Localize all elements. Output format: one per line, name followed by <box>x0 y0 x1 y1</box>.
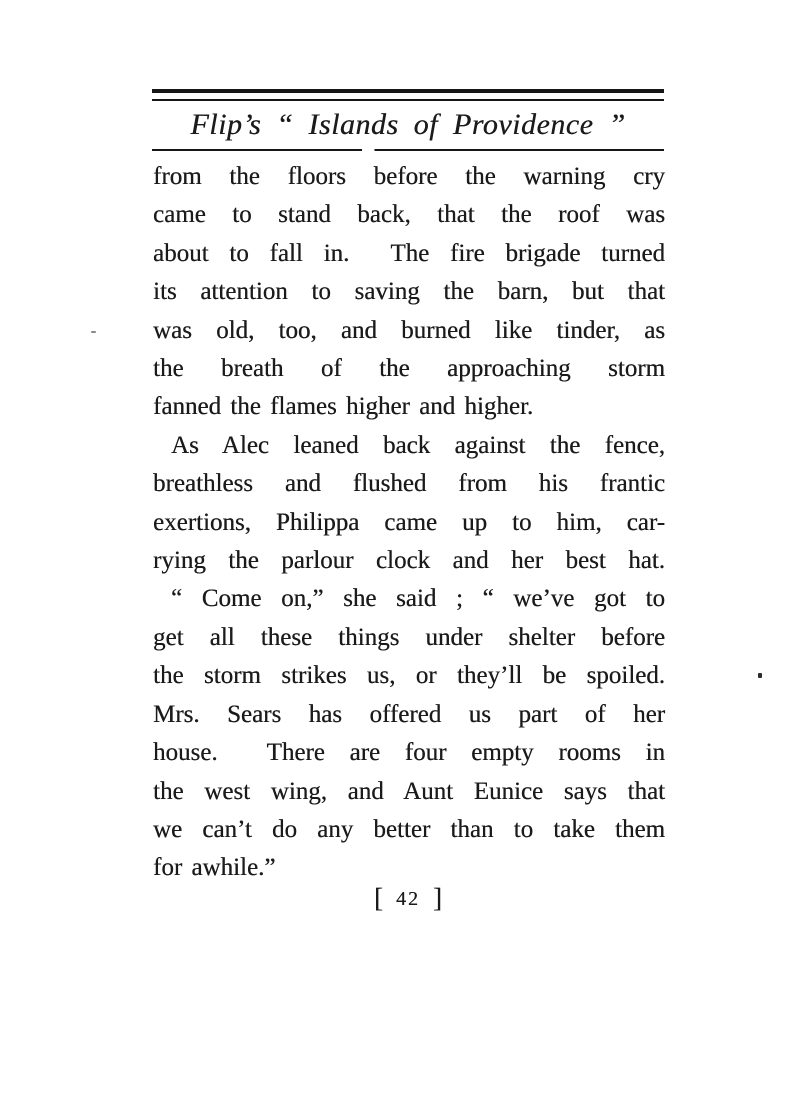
text-line: for awhile.” <box>153 854 276 882</box>
scan-speck <box>758 673 762 678</box>
text-line: rying the parlour clock and her best hat. <box>153 547 665 575</box>
text-line: get all these things under shelter before <box>153 623 665 651</box>
text-line: from the floors before the warning cry <box>153 163 665 190</box>
header-double-rule-thick <box>152 89 664 93</box>
folio-open-bracket: [ <box>374 883 383 913</box>
header-double-rule-thin <box>152 99 664 101</box>
text-line: Mrs. Sears has offered us part of her <box>153 700 665 728</box>
text-line: the storm strikes us, or they’ll be spoiled. <box>153 662 665 690</box>
text-line: was old, too, and burned like tinder, as <box>153 316 665 344</box>
text-line: we can’t do any better than to take them <box>153 815 665 843</box>
folio-number: 42 <box>396 888 420 910</box>
page-body-text <box>153 158 665 888</box>
text-line: house. There are four empty rooms in <box>153 739 665 767</box>
text-line: “ Come on,” she said ; “ we’ve got to <box>171 585 665 613</box>
text-line: the breath of the approaching storm <box>153 355 665 383</box>
page-number <box>152 883 664 914</box>
scan-speck <box>91 331 96 333</box>
text-line: about to fall in. The fire brigade turned <box>153 239 665 267</box>
text-line: its attention to saving the barn, but that <box>153 278 665 306</box>
folio-close-bracket: ] <box>433 883 442 913</box>
text-line: exertions, Philippa came up to him, car- <box>153 508 665 536</box>
text-line: came to stand back, that the roof was <box>153 201 665 229</box>
text-line: As Alec leaned back against the fence, <box>171 431 665 459</box>
title-underline-rule <box>152 149 664 151</box>
text-line: the west wing, and Aunt Eunice says that <box>153 777 665 805</box>
running-head-title: Flip’s “ Islands of Providence ” <box>190 108 626 141</box>
text-line: fanned the flames higher and higher. <box>153 393 534 421</box>
text-line: breathless and flushed from his frantic <box>153 470 665 498</box>
